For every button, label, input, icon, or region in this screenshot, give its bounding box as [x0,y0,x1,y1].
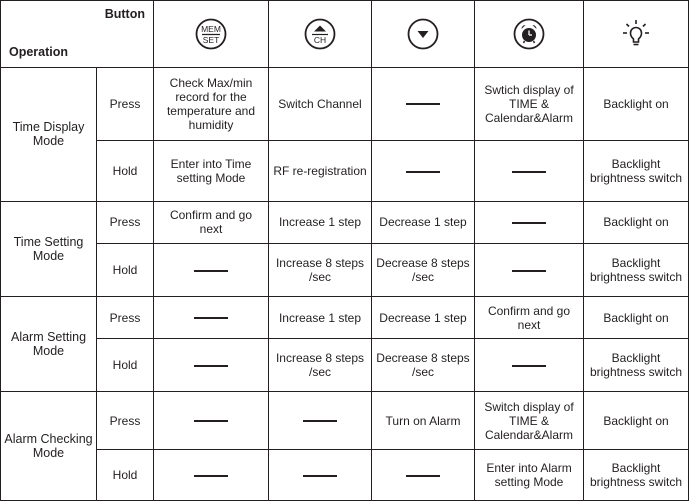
function-cell: RF re-registration [269,140,372,201]
function-cell: Increase 1 step [269,201,372,243]
header-alarm [475,1,584,68]
empty-dash-cell [154,339,269,392]
mode-name: Time Display Mode [1,67,97,201]
action-type: Press [97,392,154,450]
table-row [1,201,689,243]
empty-dash-cell [154,296,269,338]
empty-dash-cell [475,244,584,297]
svg-text:MEM: MEM [201,23,221,34]
function-cell: Backlight brightness switch [584,339,689,392]
empty-dash-cell [475,140,584,201]
dash-icon [512,365,546,367]
table-row [1,67,689,140]
empty-dash-cell [372,450,475,501]
table-row [1,450,689,501]
table-row [1,392,689,450]
empty-dash-cell [269,392,372,450]
dash-icon [406,171,440,173]
mem-set-button-icon [157,18,265,50]
action-type: Hold [97,244,154,297]
function-cell: Decrease 1 step [372,201,475,243]
function-cell: Backlight on [584,296,689,338]
dash-icon [406,475,440,477]
svg-text:SET: SET [202,34,220,45]
function-cell: Backlight on [584,67,689,140]
dash-icon [512,222,546,224]
function-cell: Backlight on [584,201,689,243]
function-cell: Backlight brightness switch [584,450,689,501]
function-cell: Backlight brightness switch [584,140,689,201]
table-row [1,244,689,297]
action-type: Hold [97,450,154,501]
table-row [1,296,689,338]
function-cell: Switch display of TIME & Calendar&Alarm [475,392,584,450]
mode-name: Time Setting Mode [1,201,97,296]
alarm-clock-button-icon [478,18,580,50]
empty-dash-cell [372,140,475,201]
dash-icon [194,317,228,319]
function-cell: Backlight brightness switch [584,244,689,297]
function-cell: Turn on Alarm [372,392,475,450]
mode-rows [1,67,689,500]
header-corner-cell [1,1,154,68]
function-cell: Increase 8 steps /sec [269,244,372,297]
function-cell: Increase 1 step [269,296,372,338]
empty-dash-cell [475,201,584,243]
function-cell: Increase 8 steps /sec [269,339,372,392]
table-row [1,140,689,201]
action-type: Hold [97,140,154,201]
operation-row-label: Operation [9,44,69,59]
function-cell: Confirm and go next [475,296,584,338]
header-light [584,1,689,68]
function-cell: Enter into Time setting Mode [154,140,269,201]
mode-name: Alarm Setting Mode [1,296,97,391]
dash-icon [512,270,546,272]
button-column-label: Button [104,7,145,21]
action-type: Press [97,201,154,243]
action-type: Press [97,296,154,338]
header-mem-set [154,1,269,68]
header-row [1,1,689,68]
mode-name: Alarm Checking Mode [1,392,97,501]
dash-icon [194,475,228,477]
dash-icon [303,420,337,422]
header-up-ch [269,1,372,68]
svg-text:CH: CH [313,34,327,45]
light-bulb-button-icon [587,17,685,51]
dash-icon [512,171,546,173]
function-cell: Switch Channel [269,67,372,140]
header-down [372,1,475,68]
table-row [1,339,689,392]
empty-dash-cell [154,450,269,501]
function-cell: Decrease 8 steps /sec [372,339,475,392]
function-cell: Check Max/min record for the temperature and humidity [154,67,269,140]
action-type: Hold [97,339,154,392]
empty-dash-cell [372,67,475,140]
empty-dash-cell [154,392,269,450]
function-cell: Decrease 8 steps /sec [372,244,475,297]
dash-icon [194,270,228,272]
up-ch-button-icon [272,18,368,50]
action-type: Press [97,67,154,140]
dash-icon [406,103,440,105]
dash-icon [194,420,228,422]
dash-icon [194,365,228,367]
down-button-icon [375,18,471,50]
empty-dash-cell [154,244,269,297]
function-cell: Confirm and go next [154,201,269,243]
dash-icon [303,475,337,477]
function-cell: Enter into Alarm setting Mode [475,450,584,501]
function-cell: Backlight on [584,392,689,450]
empty-dash-cell [475,339,584,392]
function-cell: Swtich display of TIME & Calendar&Alarm [475,67,584,140]
function-cell: Decrease 1 step [372,296,475,338]
empty-dash-cell [269,450,372,501]
